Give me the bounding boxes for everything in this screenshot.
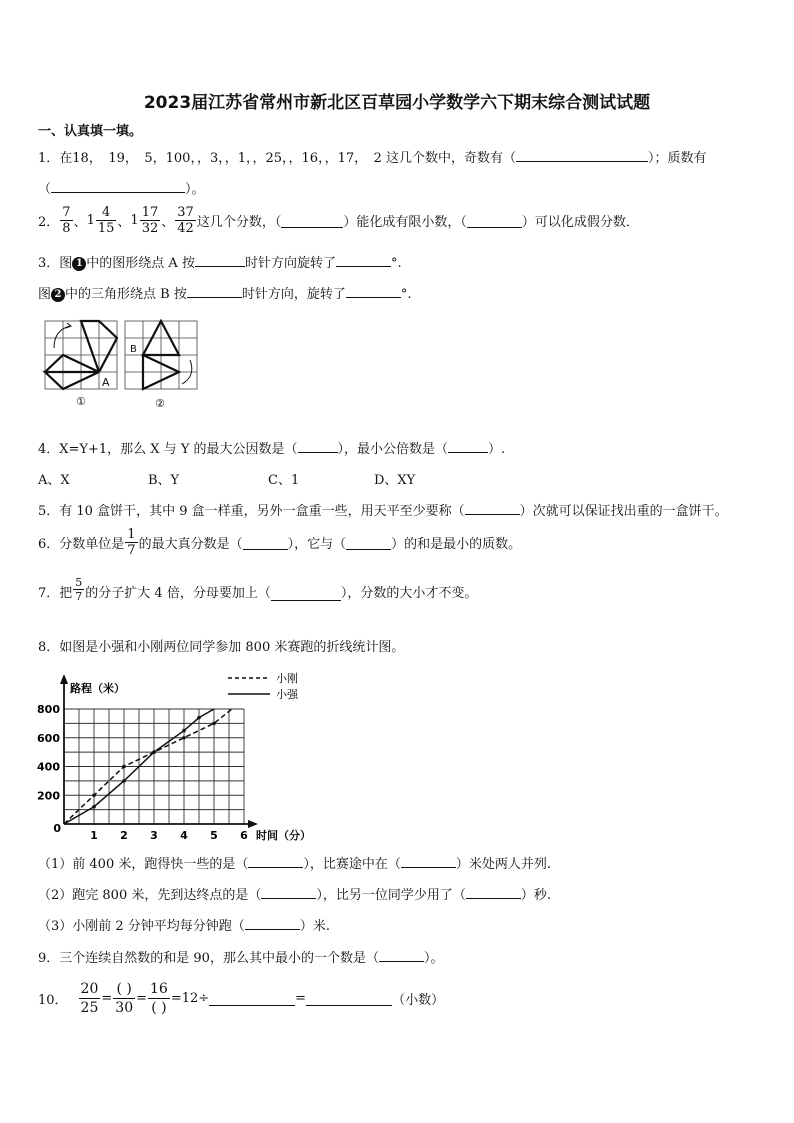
question-10 xyxy=(38,980,444,1017)
q10-number: 10． xyxy=(38,993,68,1008)
q2-sep: 、 xyxy=(117,215,131,230)
q8-sub-3 xyxy=(38,915,330,934)
x-tick-label: 6 xyxy=(240,829,248,842)
data-point xyxy=(92,793,96,797)
q8-sub-1 xyxy=(38,853,551,872)
x-tick-label: 1 xyxy=(90,829,98,842)
q1-blank-prime[interactable] xyxy=(51,178,185,193)
q8-s2-b: ），比另一位同学少用了（ xyxy=(316,888,466,903)
q6-blank-2[interactable] xyxy=(346,535,391,550)
legend-label: 小刚 xyxy=(276,672,298,685)
q8-blank-5[interactable] xyxy=(245,915,300,930)
q2-text-b: ）能化成有限小数，（ xyxy=(343,215,467,230)
x-tick-label: 3 xyxy=(150,829,158,842)
q10-blank-1[interactable] xyxy=(209,991,295,1006)
q4-blank-1[interactable] xyxy=(298,438,338,453)
q2-fraction-3: 1 $\frac{17}{32}$ xyxy=(130,205,159,236)
q3-l2a: 图 xyxy=(38,287,52,302)
x-tick-label: 5 xyxy=(210,829,218,842)
question-5 xyxy=(38,500,728,519)
q4-text: 4．X=Y+1，那么 X 与 Y 的最大公因数是（ xyxy=(38,442,298,457)
q2-text-c: ）可以化成假分数． xyxy=(521,215,639,230)
data-point xyxy=(122,779,126,783)
q10-fraction-1: $\frac{20}{25}$ xyxy=(80,981,99,1016)
chart-legend xyxy=(228,671,299,701)
q2-sep: 、 xyxy=(73,215,87,230)
q9-blank[interactable] xyxy=(379,947,424,962)
data-point xyxy=(182,736,186,740)
x-tick-label: 4 xyxy=(180,829,188,842)
chart-grid xyxy=(64,709,244,824)
q3-l1d: °. xyxy=(390,256,402,271)
section-heading: 一、认真填一填。 xyxy=(38,124,143,139)
y-axis-arrow xyxy=(60,674,68,684)
q3-l1b: 中的图形绕点 A 按 xyxy=(86,256,195,271)
rotation-figures xyxy=(40,318,205,413)
chart-axes xyxy=(60,674,258,828)
q4-blank-2[interactable] xyxy=(448,438,488,453)
question-9 xyxy=(38,947,443,966)
q8-s1-c: ）米处两人并列. xyxy=(455,857,552,872)
q10-blank-2[interactable] xyxy=(306,991,392,1006)
x-tick-label: 2 xyxy=(120,829,128,842)
q7-blank[interactable] xyxy=(271,586,341,601)
figure-2-marker: 2 xyxy=(51,288,65,302)
q4-option-c[interactable]: C、1 xyxy=(268,473,300,488)
question-7 xyxy=(38,576,477,603)
data-point xyxy=(182,729,186,733)
q2-blank-2[interactable] xyxy=(467,213,522,228)
q3-blank-2[interactable] xyxy=(336,252,391,267)
figure-1-caption: ① xyxy=(76,395,86,408)
x-axis-title: 时间（分） xyxy=(256,829,311,842)
figure-1-marker: 1 xyxy=(72,257,86,271)
q10-fraction-2[interactable]: $\frac{( )}{30}$ xyxy=(115,981,134,1016)
q7-c: ），分数的大小才不变。 xyxy=(340,586,478,601)
data-point xyxy=(197,716,201,720)
q3-number: 3． xyxy=(38,256,60,271)
q2-fraction-1: $\frac{7}{8}$ xyxy=(62,205,71,236)
q8-s3-b: ）米. xyxy=(299,919,330,934)
question-1-cont xyxy=(38,178,205,197)
y-axis-title: 路程（米） xyxy=(70,682,125,695)
chart-labels xyxy=(37,681,311,842)
q8-s1-b: ），比赛途中在（ xyxy=(303,857,401,872)
q3-blank-1[interactable] xyxy=(195,252,245,267)
question-6 xyxy=(38,527,521,558)
question-3-line2 xyxy=(38,283,412,302)
q2-fraction-2: 1 $\frac{4}{15}$ xyxy=(86,205,115,236)
q4-option-b[interactable]: B、Y xyxy=(148,473,180,488)
q2-number: 2． xyxy=(38,215,60,230)
line-chart xyxy=(32,666,332,844)
question-1 xyxy=(38,147,707,166)
q8-blank-3[interactable] xyxy=(261,884,316,899)
y-tick-label: 200 xyxy=(37,789,60,803)
q1-mid: ）；质数有 xyxy=(648,151,707,166)
q8-sub-2 xyxy=(38,884,551,903)
q8-blank-1[interactable] xyxy=(248,853,303,868)
q5-text: 5．有 10 盒饼干，其中 9 盒一样重，另外一盒重一些，用天平至少要称（ xyxy=(38,504,465,519)
q3-l2b: 中的三角形绕点 B 按 xyxy=(65,287,187,302)
q1-close: ）。 xyxy=(185,182,205,197)
q6-c: ），它与（ xyxy=(287,537,347,552)
rotation-arrow-1 xyxy=(54,326,70,348)
q6-a: 6．分数单位是 xyxy=(38,537,125,552)
q9-b: ）。 xyxy=(423,951,444,966)
question-2 xyxy=(38,205,639,236)
q6-fraction: $\frac{1}{7}$ xyxy=(127,527,136,558)
q3-l2c: 时针方向，旋转了 xyxy=(241,287,346,302)
q8-s2-c: ）秒. xyxy=(520,888,552,903)
point-a-label: A xyxy=(102,376,110,389)
q10-end: （小数） xyxy=(392,993,445,1008)
question-4 xyxy=(38,438,505,457)
q5-end: ）次就可以保证找出重的一盒饼干。 xyxy=(519,504,728,519)
q6-b: 的最大真分数是（ xyxy=(138,537,243,552)
y-tick-label: 600 xyxy=(37,731,60,745)
q1-blank-odd[interactable] xyxy=(516,147,648,162)
data-point xyxy=(152,750,156,754)
legend-label: 小强 xyxy=(276,688,298,701)
q10-eq: = xyxy=(101,991,113,1006)
y-tick-label: 800 xyxy=(37,703,60,716)
q2-text-a: 这几个分数，（ xyxy=(196,215,282,230)
q6-blank-1[interactable] xyxy=(243,535,288,550)
q3-blank-4[interactable] xyxy=(346,283,401,298)
q1-text: 在18， 19， 5，100，，3，，1，，25，，16，，17， 2 这几个数中，奇数有（ xyxy=(59,151,517,166)
question-3-line1 xyxy=(38,252,402,271)
q4-option-a[interactable]: A、X xyxy=(38,473,70,488)
q3-l1c: 时针方向旋转了 xyxy=(244,256,336,271)
q3-blank-3[interactable] xyxy=(187,283,242,298)
data-point xyxy=(92,805,96,809)
q4-mid: ），最小公倍数是（ xyxy=(337,442,449,457)
q7-fraction: $\frac{5}{7}$ xyxy=(75,576,83,603)
q2-fraction-4: $\frac{37}{42}$ xyxy=(177,205,194,236)
y-tick-label: 400 xyxy=(37,760,60,774)
q8-blank-2[interactable] xyxy=(401,853,456,868)
q5-blank[interactable] xyxy=(465,500,520,515)
origin-label: 0 xyxy=(53,822,61,835)
page-title: 2023届江苏省常州市新北区百草园小学数学六下期末综合测试试题 xyxy=(143,93,651,113)
q2-blank-1[interactable] xyxy=(281,213,343,228)
q7-a: 7．把 xyxy=(38,586,73,601)
q7-b: 的分子扩大 4 倍，分母要加上（ xyxy=(85,586,271,601)
data-point xyxy=(212,722,216,726)
q8-blank-4[interactable] xyxy=(466,884,521,899)
q1-number: 1． xyxy=(38,151,60,166)
data-point xyxy=(122,765,126,769)
q8-s3-a: （3）小刚前 2 分钟平均每分钟跑（ xyxy=(38,919,245,934)
q3-l1a: 图 xyxy=(59,256,73,271)
q1-open: （ xyxy=(38,182,52,197)
q3-l2d: °. xyxy=(400,287,412,302)
x-axis-arrow xyxy=(248,820,258,828)
q8-s1-a: （1）前 400 米，跑得快一些的是（ xyxy=(38,857,249,872)
q10-fraction-3[interactable]: $\frac{16}{( )}$ xyxy=(150,981,168,1016)
q9-a: 9．三个连续自然数的和是 90，那么其中最小的一个数是（ xyxy=(38,951,379,966)
point-b-label: B xyxy=(130,344,137,355)
q10-tail: =12÷ xyxy=(170,991,210,1006)
q10-eq: = xyxy=(136,991,148,1006)
q4-option-d[interactable]: D、XY xyxy=(374,473,416,488)
q4-end: ）. xyxy=(488,442,506,457)
q6-d: ）的和是最小的质数。 xyxy=(391,537,522,552)
figure-2-caption: ② xyxy=(155,397,165,410)
q2-sep: 、 xyxy=(161,215,175,230)
q8-s2-a: （2）跑完 800 米，先到达终点的是（ xyxy=(38,888,262,903)
q8-intro: 8．如图是小强和小刚两位同学参加 800 米赛跑的折线统计图。 xyxy=(38,640,405,655)
q10-eq: = xyxy=(295,991,307,1006)
